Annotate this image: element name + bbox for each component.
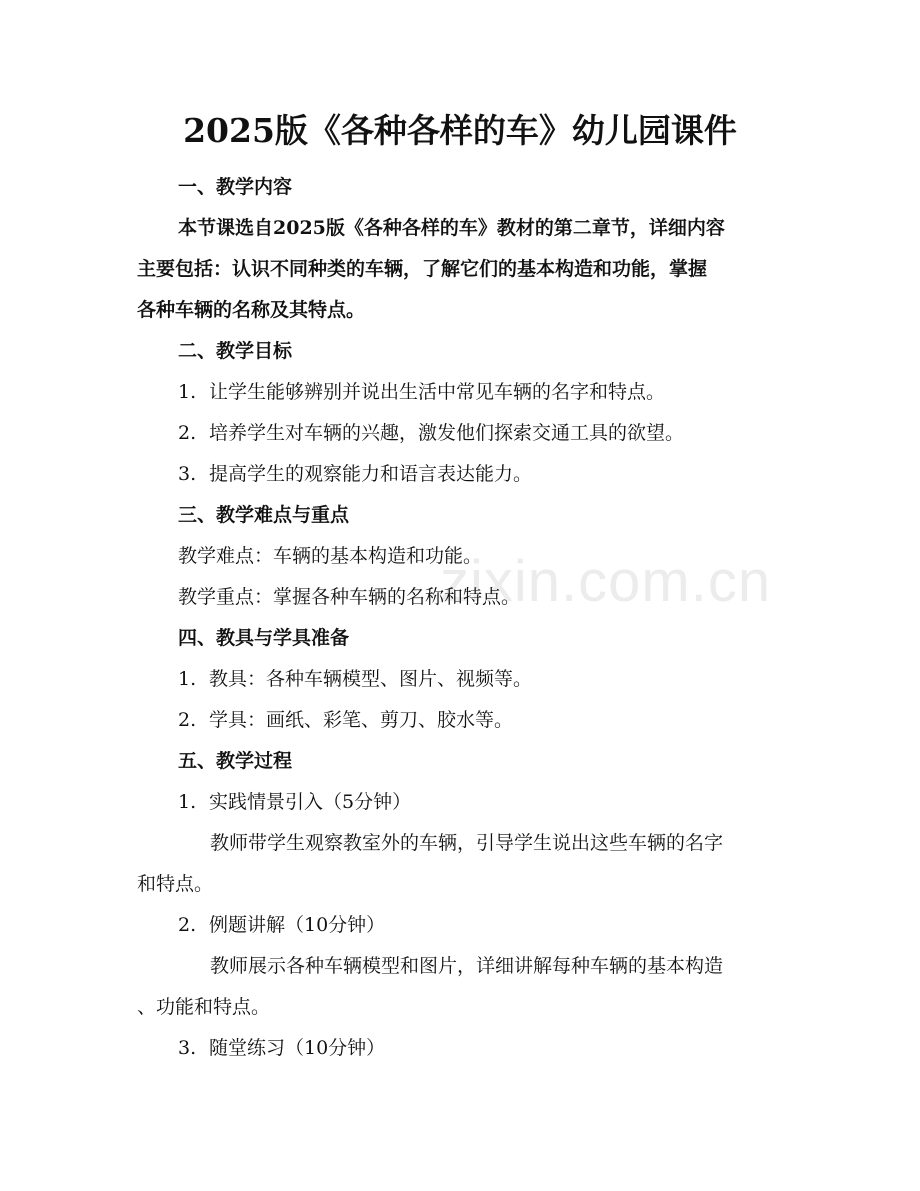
material-item-1-text: 教具：各种车辆模型、图片、视频等。 (209, 668, 533, 690)
goal-item-3-number: 3. (178, 463, 197, 485)
process-step-2-title: 例题讲解（10分钟） (209, 914, 386, 936)
process-step-1-number: 1. (178, 791, 197, 813)
process-step-1-title-line (178, 788, 411, 816)
section-heading-goals: 二、教学目标 (178, 340, 293, 362)
material-item-1-number: 1. (178, 668, 197, 690)
content-para-line-3: 各种车辆的名称及其特点。 (137, 299, 366, 321)
goal-item-1 (178, 378, 665, 406)
watermark: zixin.com.cn (440, 549, 772, 614)
goal-item-2-number: 2. (178, 422, 197, 444)
goal-item-3 (178, 460, 532, 488)
material-item-1 (178, 665, 532, 693)
process-step-3-title-line (178, 1034, 385, 1062)
content-para-line-1: 本节课选自2025版《各种各样的车》教材的第二章节，详细内容 (178, 217, 725, 239)
content-para-line-2: 主要包括：认识不同种类的车辆，了解它们的基本构造和功能，掌握 (137, 258, 708, 280)
document-title: 2025版《各种各样的车》幼儿园课件 (183, 111, 737, 150)
material-item-2 (178, 706, 513, 734)
process-step-2-number: 2. (178, 914, 197, 936)
process-step-1-desc-line-2: 和特点。 (137, 873, 214, 895)
goal-item-2 (178, 419, 684, 447)
process-step-2-title-line (178, 911, 385, 939)
teaching-focus: 教学重点：掌握各种车辆的名称和特点。 (178, 586, 521, 608)
section-heading-key-points: 三、教学难点与重点 (178, 504, 350, 526)
process-step-1-desc-line-1: 教师带学生观察教室外的车辆，引导学生说出这些车辆的名字 (210, 832, 724, 854)
material-item-2-text: 学具：画纸、彩笔、剪刀、胶水等。 (209, 709, 514, 731)
process-step-3-title: 随堂练习（10分钟） (209, 1037, 386, 1059)
teaching-difficulty: 教学难点：车辆的基本构造和功能。 (178, 545, 483, 567)
section-heading-materials: 四、教具与学具准备 (178, 627, 350, 649)
process-step-2-desc-line-2: 、功能和特点。 (137, 996, 271, 1018)
section-heading-content: 一、教学内容 (178, 176, 293, 198)
section-heading-process: 五、教学过程 (178, 750, 293, 772)
material-item-2-number: 2. (178, 709, 197, 731)
goal-item-1-number: 1. (178, 381, 197, 403)
goal-item-1-text: 让学生能够辨别并说出生活中常见车辆的名字和特点。 (209, 381, 666, 403)
goal-item-3-text: 提高学生的观察能力和语言表达能力。 (209, 463, 533, 485)
process-step-1-title: 实践情景引入（5分钟） (209, 791, 412, 813)
goal-item-2-text: 培养学生对车辆的兴趣，激发他们探索交通工具的欲望。 (209, 422, 685, 444)
process-step-2-desc-line-1: 教师展示各种车辆模型和图片，详细讲解每种车辆的基本构造 (210, 955, 724, 977)
process-step-3-number: 3. (178, 1037, 197, 1059)
